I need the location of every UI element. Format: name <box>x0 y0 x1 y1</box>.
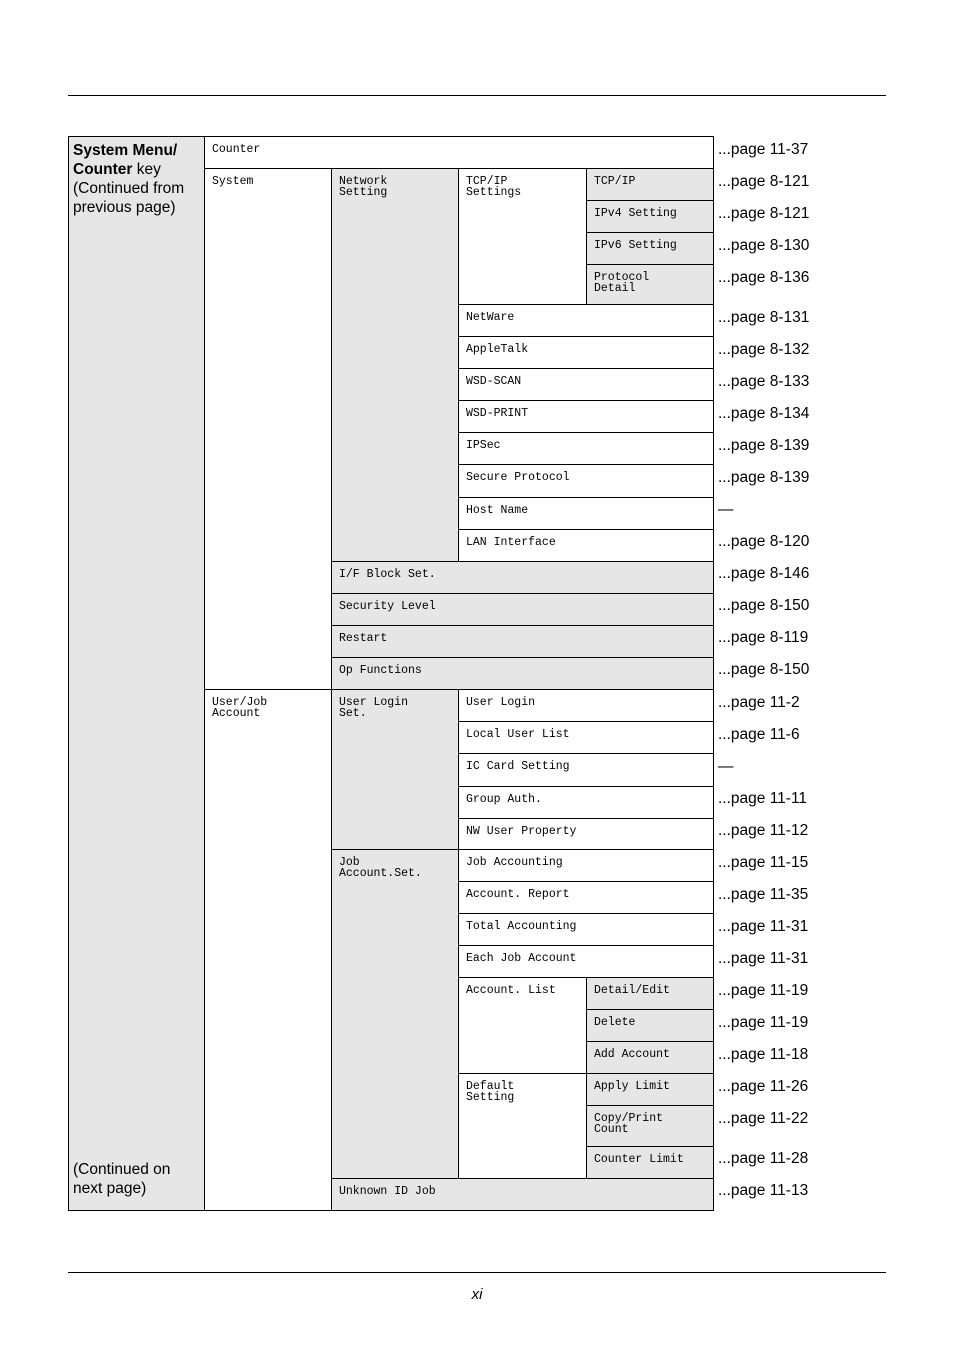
key-title-bold: System Menu/ <box>73 142 178 159</box>
cell-user-login: User Login <box>458 689 714 722</box>
cell-op-functions: Op Functions <box>331 657 714 690</box>
page-ref: ...page 11-26 <box>718 1078 809 1095</box>
cell-restart: Restart <box>331 625 714 658</box>
page-ref: ...page 8-121 <box>718 173 810 190</box>
cell-security-level: Security Level <box>331 593 714 626</box>
page-ref: ...page 11-6 <box>718 726 800 743</box>
cell-tcpip: TCP/IP <box>586 168 714 201</box>
key-continued-next <box>73 1160 203 1198</box>
header-rule <box>68 95 886 96</box>
cell-ipsec: IPSec <box>458 432 714 465</box>
page-ref: ...page 8-131 <box>718 309 810 326</box>
cell-default-setting: Default Setting <box>458 1073 587 1179</box>
key-continued-from: (Continued from <box>73 180 185 197</box>
cell-lan-interface: LAN Interface <box>458 529 714 562</box>
cell-secure-protocol: Secure Protocol <box>458 464 714 498</box>
cell-add-account: Add Account <box>586 1041 714 1074</box>
cell-detail-edit: Detail/Edit <box>586 977 714 1010</box>
cell-nw-user-property: NW User Property <box>458 818 714 850</box>
page-ref: ...page 8-150 <box>718 661 810 678</box>
key-continued-on: (Continued on <box>73 1161 171 1178</box>
cell-host-name: Host Name <box>458 497 714 530</box>
key-previous-page: previous page) <box>73 199 176 216</box>
cell-copy-print-count: Copy/Print Count <box>586 1105 714 1147</box>
page-ref: ...page 11-11 <box>718 790 808 807</box>
page-ref: ...page 11-18 <box>718 1046 809 1063</box>
cell-user-login-set: User Login Set. <box>331 689 459 850</box>
page-ref: ...page 11-35 <box>718 886 809 903</box>
page-ref: ...page 8-139 <box>718 469 810 486</box>
page-ref: ...page 8-121 <box>718 205 810 222</box>
cell-network-setting: Network Setting <box>331 168 459 562</box>
cell-account-list: Account. List <box>458 977 587 1074</box>
cell-counter: Counter <box>204 136 714 169</box>
page-ref: ...page 11-31 <box>718 918 809 935</box>
page-ref: ...page 11-12 <box>718 822 809 839</box>
page-ref: ...page 8-146 <box>718 565 810 582</box>
footer-rule <box>68 1272 886 1273</box>
page-ref: ...page 8-134 <box>718 405 810 422</box>
page-ref: — <box>718 758 734 775</box>
page-ref: ...page 8-150 <box>718 597 810 614</box>
page-ref: ...page 11-15 <box>718 854 809 871</box>
key-column <box>68 136 205 1211</box>
cell-job-accounting: Job Accounting <box>458 849 714 882</box>
cell-delete: Delete <box>586 1009 714 1042</box>
key-title-bold2: Counter <box>73 161 133 178</box>
cell-ipv6-setting: IPv6 Setting <box>586 232 714 265</box>
cell-wsd-print: WSD-PRINT <box>458 400 714 433</box>
page-ref: ...page 11-22 <box>718 1110 809 1127</box>
cell-group-auth: Group Auth. <box>458 786 714 819</box>
cell-appletalk: AppleTalk <box>458 336 714 369</box>
key-next-page: next page) <box>73 1180 147 1197</box>
key-title <box>73 141 203 217</box>
page-ref: — <box>718 501 734 518</box>
page-ref: ...page 11-19 <box>718 1014 809 1031</box>
cell-each-job-account: Each Job Account <box>458 945 714 978</box>
page-ref: ...page 11-19 <box>718 982 809 999</box>
page-ref: ...page 11-28 <box>718 1150 809 1167</box>
page-ref: ...page 11-2 <box>718 694 800 711</box>
cell-protocol-detail: Protocol Detail <box>586 264 714 305</box>
page-number: xi <box>471 1286 483 1303</box>
page-ref: ...page 11-31 <box>718 950 809 967</box>
cell-account-report: Account. Report <box>458 881 714 914</box>
page-ref: ...page 8-133 <box>718 373 810 390</box>
page-ref: ...page 8-119 <box>718 629 809 646</box>
cell-user-job-account: User/Job Account <box>204 689 332 1211</box>
key-title-rest: key <box>132 161 161 178</box>
cell-job-account-set: Job Account.Set. <box>331 849 459 1179</box>
cell-local-user-list: Local User List <box>458 721 714 754</box>
cell-tcpip-settings: TCP/IP Settings <box>458 168 587 305</box>
cell-ic-card-setting: IC Card Setting <box>458 753 714 787</box>
page-ref: ...page 8-136 <box>718 269 810 286</box>
cell-if-block-set: I/F Block Set. <box>331 561 714 594</box>
cell-total-accounting: Total Accounting <box>458 913 714 946</box>
cell-wsd-scan: WSD-SCAN <box>458 368 714 401</box>
page-ref: ...page 8-120 <box>718 533 810 550</box>
cell-apply-limit: Apply Limit <box>586 1073 714 1106</box>
cell-netware: NetWare <box>458 304 714 337</box>
page-ref: ...page 8-132 <box>718 341 810 358</box>
cell-unknown-id-job: Unknown ID Job <box>331 1178 714 1211</box>
cell-ipv4-setting: IPv4 Setting <box>586 200 714 233</box>
page-ref: ...page 8-130 <box>718 237 810 254</box>
cell-system: System <box>204 168 332 690</box>
page-ref: ...page 8-139 <box>718 437 810 454</box>
page-ref: ...page 11-37 <box>718 141 809 158</box>
cell-counter-limit: Counter Limit <box>586 1146 714 1179</box>
page-ref: ...page 11-13 <box>718 1182 809 1199</box>
